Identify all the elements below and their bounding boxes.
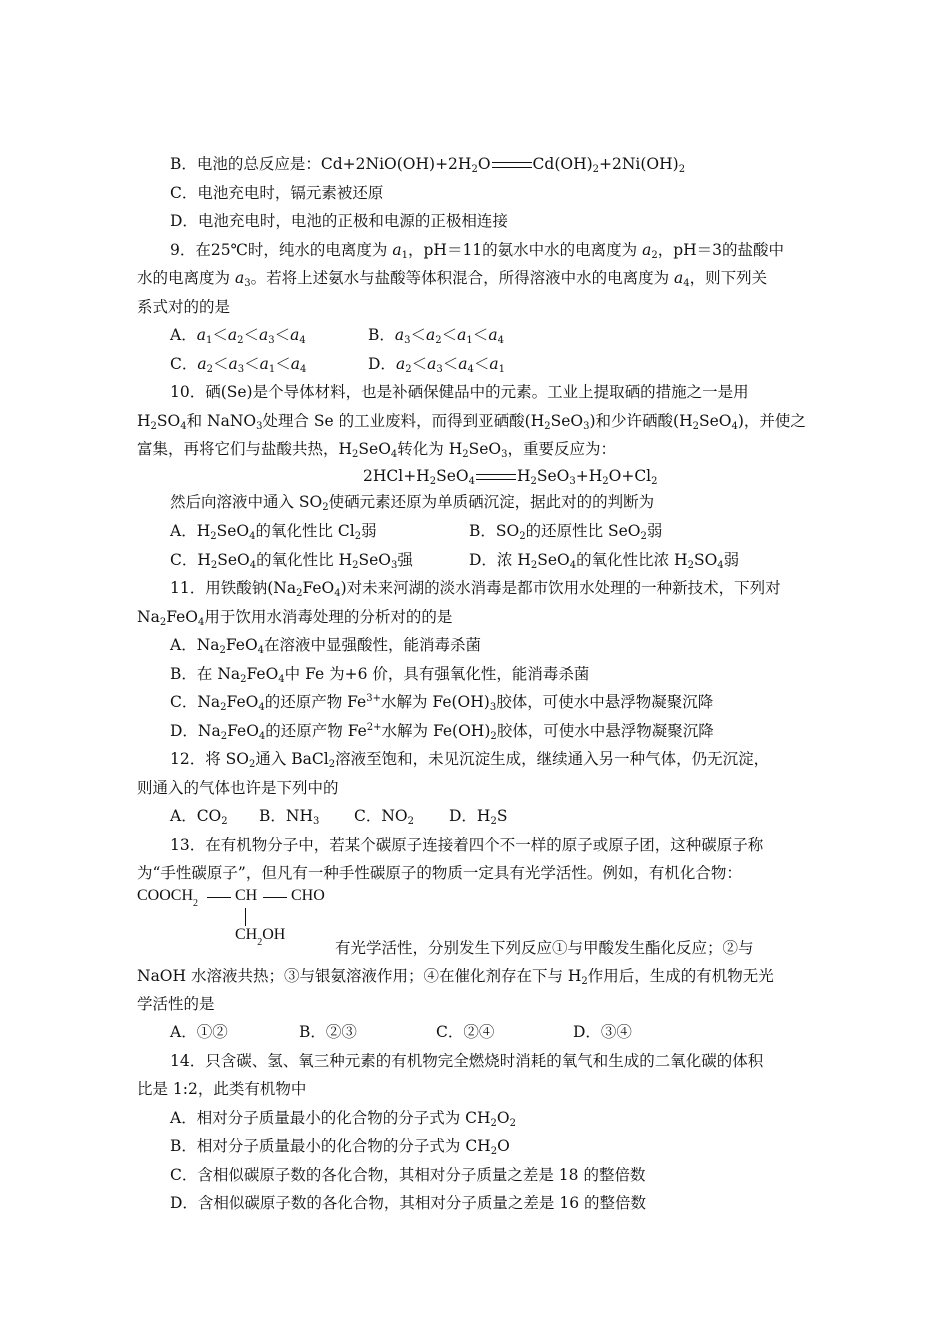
q10-equation: $2HCl+H_2SeO_4$ $H_2SeO_3+H_2O+Cl_2$ [363,467,658,487]
q13-line-1: 13．在有机物分子中，若某个碳原子连接着四个不一样的原子或原子团，这种碳原子称 [170,836,764,854]
bond-line [207,897,231,898]
bond-line [263,897,287,898]
q8-option-c: C．电池充电时，镉元素被还原 [170,184,384,202]
q12-option-a: A．$CO_2$ [170,807,228,827]
q14-line-1: 14．只含碳、氢、氧三种元素的有机物完全燃烧时消耗的氧气和生成的二氧化碳的体积 [170,1052,764,1070]
q13-line-2: 为“手性碳原子”，但凡有一种手性碳原子的物质一定具有光学活性。例如，有机化合物： [137,864,742,882]
q9-line-1: 9．在25℃时，纯水的电离度为 $a_1$，pH＝11的氨水中水的电离度为 $a_2$，pH＝3的盐酸中 [170,241,785,261]
q14-option-c: C．含相似碳原子数的各化合物，其相对分子质量之差是 18 的整倍数 [170,1166,646,1184]
q10-option-c: C．$H_2SeO_4$的氧化性比 $H_2SeO_3$强 [170,551,413,571]
q10-option-d: D．浓 $H_2SeO_4$的氧化性比浓 $H_2SO_4$弱 [469,551,740,571]
q11-line-2: $Na_2FeO_4$用于饮用水消毒处理的分析对的的是 [137,608,453,628]
q12-option-b: B．$NH_3$ [259,807,320,827]
q10-line-5: 然后向溶液中通入 $SO_2$使硒元素还原为单质硒沉淀，据此对的的判断为 [170,493,655,513]
q13-line-5: 学活性的是 [137,995,215,1013]
q9-option-c: C．$a_2<a_3<a_1<a_4$ [170,355,307,375]
q12-option-c: C．$NO_2$ [354,807,415,827]
bond-line [245,908,246,926]
q10-line-2: $H_2SO_4$和 NaNO$_3$处理合 Se 的工业废料，而得到亚硒酸$(H_2SeO_3)$和少许硒酸$(H_2SeO_4)$，并使之 [137,412,806,432]
q13-line-3: 有光学活性，分别发生下列反应①与甲酸发生酯化反应；②与 [335,939,754,957]
q13-option-c: C．②④ [436,1023,495,1041]
q13-option-a: A．①② [170,1023,228,1041]
q9-option-d: D．$a_2<a_3<a_4<a_1$ [368,355,505,375]
q10-line-1: 10．硒(Se)是个导体材料，也是补硒保健品中的元素。工业上提取硒的措施之一是用 [170,383,749,401]
q11-option-b: B．在 $Na_2FeO_4$中 Fe 为+6 价，具有强氧化性，能消毒杀菌 [170,665,590,685]
q9-line-2: 水的电离度为 $a_3$。若将上述氨水与盐酸等体积混合，所得溶液中水的电离度为 $a_4$，则下列关 [137,269,768,289]
q9-option-b: B．$a_3<a_2<a_1<a_4$ [368,326,504,346]
q11-option-a: A．$Na_2FeO_4$在溶液中显强酸性，能消毒杀菌 [170,636,482,656]
q13-line-4: NaOH 水溶液共热；③与银氨溶液作用；④在催化剂存在下与 $H_2$作用后，生成的有机物无光 [137,967,774,987]
q10-option-a: A．$H_2SeO_4$的氧化性比 $Cl_2$弱 [170,522,377,542]
q9-line-3: 系式对的的是 [137,298,231,316]
q12-option-d: D．$H_2S$ [449,807,508,827]
q12-line-2: 则通入的气体也许是下列中的 [137,779,339,797]
q11-option-d: D．$Na_2FeO_4$的还原产物 $Fe^{2+}$水解为 $Fe(OH)_2$胶体，可使水中悬浮物凝聚沉降 [170,722,714,742]
q14-option-b: B．相对分子质量最小的化合物的分子式为 $CH_2O$ [170,1137,510,1157]
equals-sign [476,474,516,480]
q14-option-a: A．相对分子质量最小的化合物的分子式为 $CH_2O_2$ [170,1109,516,1129]
q11-option-c: C．$Na_2FeO_4$的还原产物 $Fe^{3+}$水解为 $Fe(OH)_3$胶体，可使水中悬浮物凝聚沉降 [170,693,714,713]
formula-cooch2: $COOCH_2$ [137,887,199,909]
formula-ch: CH [235,887,258,904]
q13-option-d: D．③④ [573,1023,632,1041]
q12-line-1: 12．将 $SO_2$通入 BaCl$_2$溶液至饱和，未见沉淀生成，继续通入另一种气体，仍无沉淀， [170,750,770,770]
q14-option-d: D．含相似碳原子数的各化合物，其相对分子质量之差是 16 的整倍数 [170,1194,647,1212]
q13-option-b: B．②③ [299,1023,357,1041]
q10-option-b: B．$SO_2$的还原性比 SeO$_2$弱 [469,522,663,542]
q14-line-2: 比是 1:2，此类有机物中 [137,1080,307,1098]
formula-ch2oh: $CH_2OH$ [235,926,286,948]
q8-option-d: D．电池充电时，电池的正极和电源的正极相连接 [170,212,508,230]
formula-cho: CHO [291,887,325,904]
structural-formula [137,884,337,954]
equals-sign [492,162,532,168]
q11-line-1: 11．用铁酸钠$(Na_2FeO_4)$对未来河湖的淡水消毒是都市饮用水处理的一种新技术，下列对 [170,579,781,599]
q10-line-3: 富集，再将它们与盐酸共热，$H_2SeO_4$转化为 $H_2SeO_3$，重要反应为： [137,440,616,460]
q8-option-b: B．电池的总反应是：$Cd+2NiO(OH)+2H_2O$ $Cd(OH)_2+2Ni(OH)_2$ [170,155,686,175]
q9-option-a: A．$a_1<a_2<a_3<a_4$ [170,326,306,346]
